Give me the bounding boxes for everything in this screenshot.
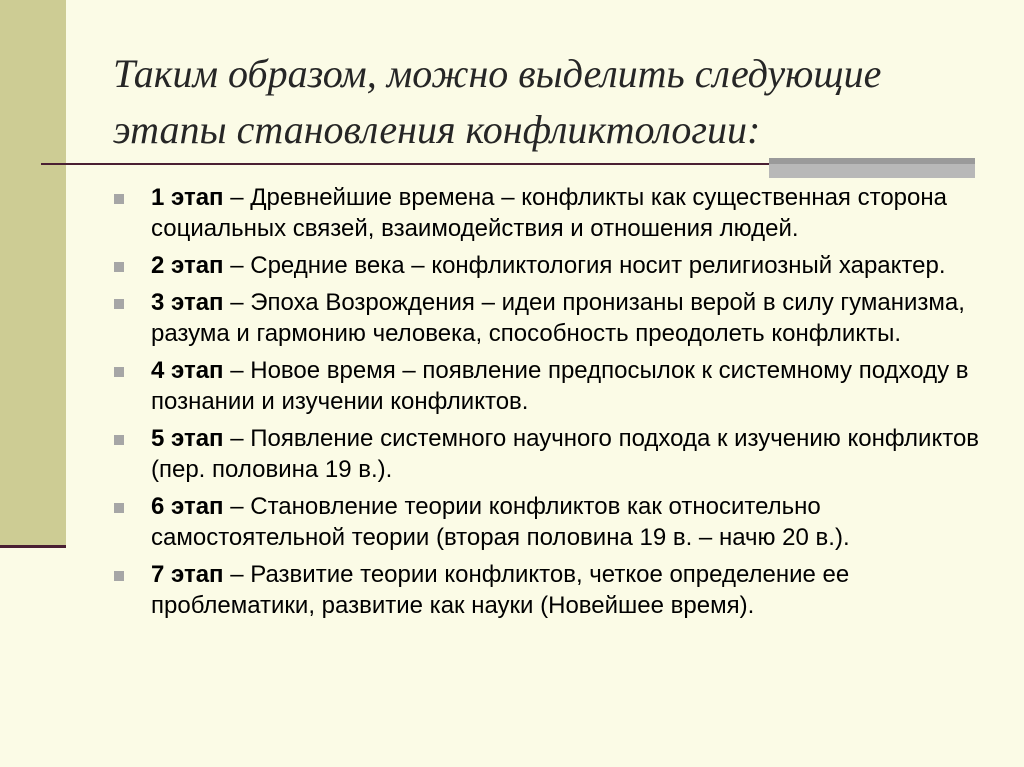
stage-label: 1 этап xyxy=(151,184,224,211)
stage-label: 4 этап xyxy=(151,357,224,384)
stage-description: – Эпоха Возрождения – идеи пронизаны верой в силу гуманизма, разума и гармонию человека, способность преодолеть конфликты. xyxy=(151,289,965,347)
list-item-stage-7 xyxy=(114,559,994,621)
list-item-stage-4 xyxy=(114,355,994,417)
stage-label: 7 этап xyxy=(151,561,224,588)
square-bullet-icon xyxy=(114,367,124,377)
square-bullet-icon xyxy=(114,571,124,581)
stage-label: 3 этап xyxy=(151,289,224,316)
stage-description: – Появление системного научного подхода к изучению конфликтов (пер. половина 19 в.). xyxy=(151,425,980,483)
square-bullet-icon xyxy=(114,435,124,445)
sidebar-divider xyxy=(0,545,66,548)
title-underline-shade-top xyxy=(769,158,975,164)
list-item-stage-2 xyxy=(114,250,994,281)
stage-description: – Развитие теории конфликтов, четкое определение ее проблематики, развитие как науки (Новейшее время). xyxy=(151,561,850,619)
list-item-stage-5 xyxy=(114,423,994,485)
list-item-stage-1 xyxy=(114,182,994,244)
square-bullet-icon xyxy=(114,262,124,272)
list-item-stage-6 xyxy=(114,491,994,553)
slide-title: Таким образом, можно выделить следующие этапы становления конфликтологии: xyxy=(113,51,882,152)
decorative-sidebar xyxy=(0,0,66,548)
stage-description: – Становление теории конфликтов как относительно самостоятельной теории (вторая половина 19 в. – начю 20 в.). xyxy=(151,493,850,551)
list-item-stage-3 xyxy=(114,287,994,349)
stage-list xyxy=(114,182,994,627)
square-bullet-icon xyxy=(114,194,124,204)
stage-label: 5 этап xyxy=(151,425,224,452)
stage-label: 6 этап xyxy=(151,493,224,520)
square-bullet-icon xyxy=(114,503,124,513)
stage-description: – Средние века – конфликтология носит религиозный характер. xyxy=(223,252,946,279)
stage-description: – Новое время – появление предпосылок к системному подходу в познании и изучении конфликтов. xyxy=(151,357,969,415)
stage-description: – Древнейшие времена – конфликты как существенная сторона социальных связей, взаимодействия и отношения людей. xyxy=(151,184,947,242)
square-bullet-icon xyxy=(114,299,124,309)
stage-label: 2 этап xyxy=(151,252,224,279)
